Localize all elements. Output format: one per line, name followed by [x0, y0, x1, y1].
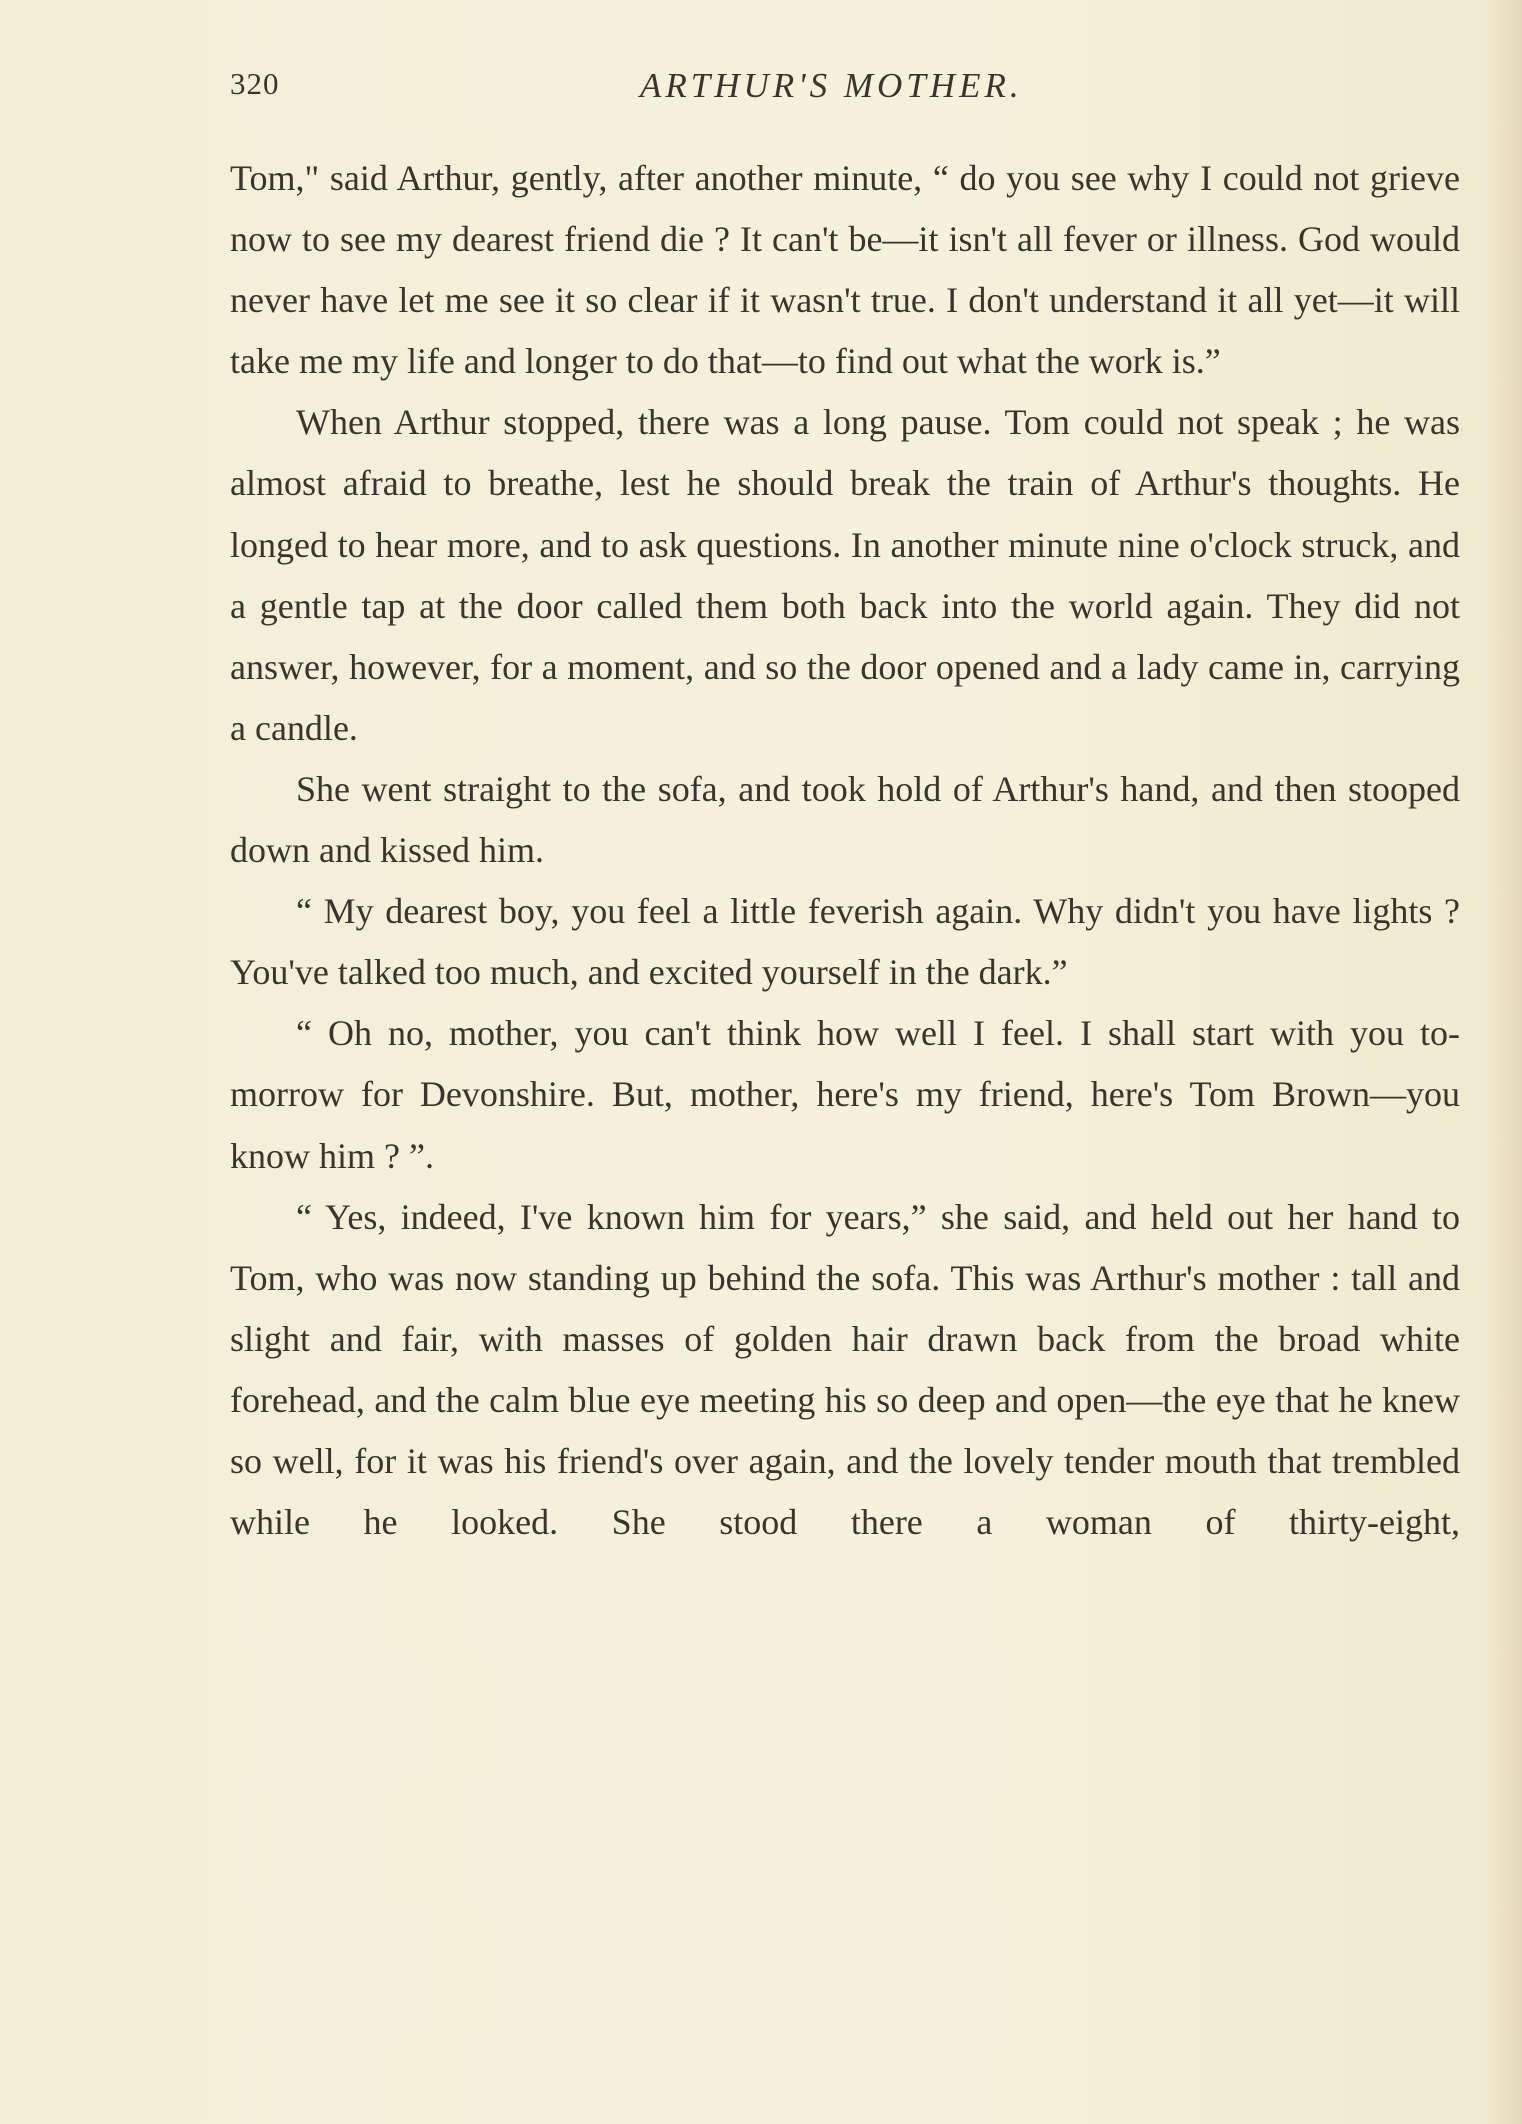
paragraph: “ Yes, indeed, I've known him for years,” she said, and held out her hand to Tom, who was now standing up behind the sofa. This was Arthur's mother : tall and slight and fair, with masses of golden hair drawn back from the broad white forehead, and the calm blue eye meeting his so deep and open—the eye that he knew so well, for it was his friend's over again, and the lovely tender mouth that trembled while he looked. She stood there a woman of thirty-eight, [230, 1196, 1460, 1543]
page-number: 320 [230, 66, 280, 101]
paragraph: “ Oh no, mother, you can't think how well I feel. I shall start with you to-morrow for Devonshire. But, mother, here's my friend, here's Tom Brown—you know him ? ”. [230, 1013, 1460, 1176]
page-edge-shading [1486, 0, 1522, 2124]
paragraph: “ My dearest boy, you feel a little feverish again. Why didn't you have lights ? You've talked too much, and excited yourself in the dark.” [230, 891, 1460, 993]
running-head: ARTHUR'S MOTHER. [640, 66, 1023, 105]
paragraph: She went straight to the sofa, and took hold of Arthur's hand, and then stooped down and kissed him. [230, 768, 1460, 871]
page-header [230, 66, 1460, 126]
paragraph: Tom," said Arthur, gently, after another minute, “ do you see why I could not grieve now to see my dearest friend die ? It can't be—it isn't all fever or illness. God would never have let me see it so clear if it wasn't true. I don't understand it all yet—it will take me my life and longer to do that—to find out what the work is.” [230, 158, 1460, 382]
paragraph: When Arthur stopped, there was a long pause. Tom could not speak ; he was almost afraid to breathe, lest he should break the train of Arthur's thoughts. He longed to hear more, and to ask questions. In another minute nine o'clock struck, and a gentle tap at the door called them both back into the world again. They did not answer, however, for a moment, and so the door opened and a lady came in, carrying a candle. [230, 402, 1460, 748]
body-text [230, 148, 1460, 1553]
